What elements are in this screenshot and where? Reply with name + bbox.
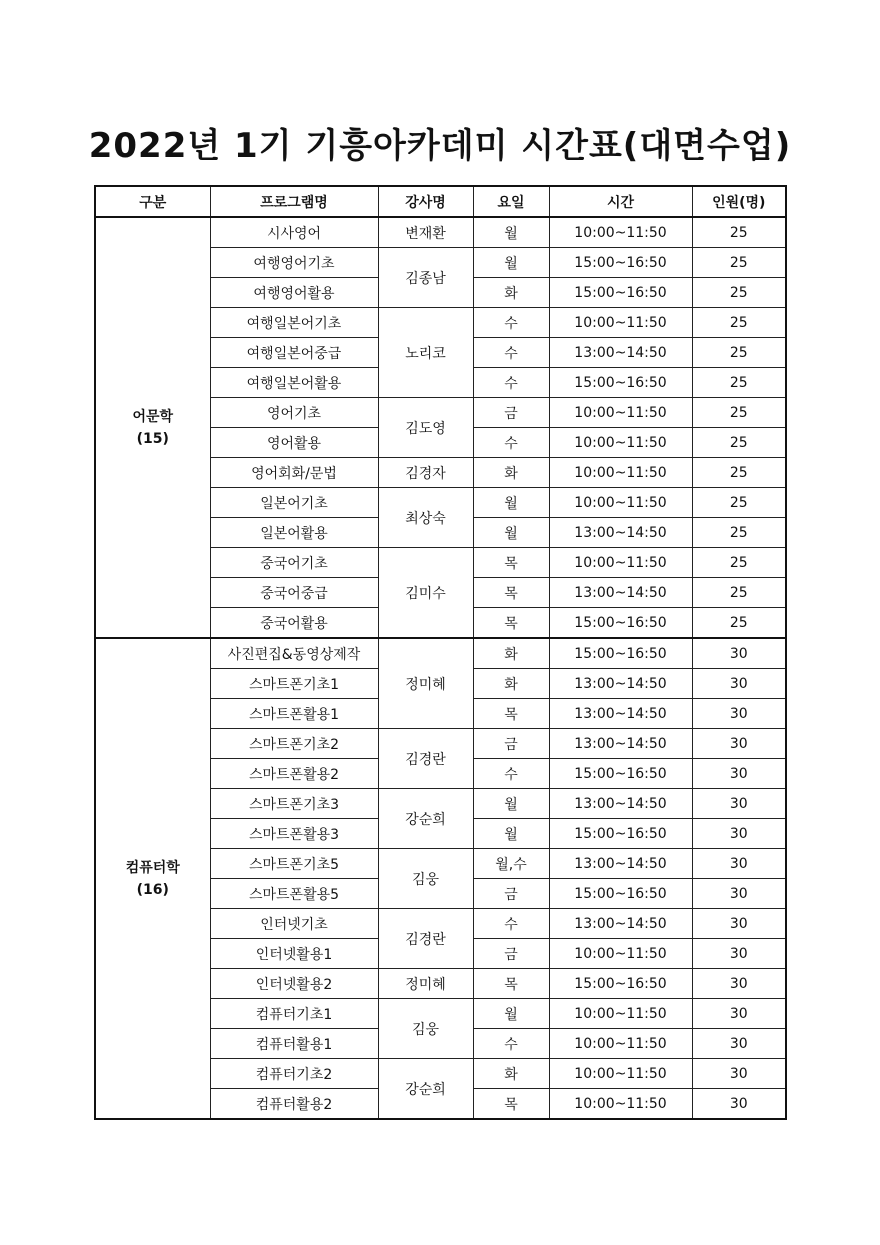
table-row (95, 638, 786, 669)
program-cell: 컴퓨터기초1 (210, 999, 378, 1029)
instructor-cell: 최상숙 (378, 488, 473, 548)
capacity-cell: 25 (692, 368, 786, 398)
category-cell (95, 638, 210, 1119)
capacity-cell: 25 (692, 488, 786, 518)
time-cell: 13:00~14:50 (549, 669, 692, 699)
program-cell: 일본어기초 (210, 488, 378, 518)
program-cell: 여행영어활용 (210, 278, 378, 308)
header-instructor: 강사명 (378, 186, 473, 217)
day-cell: 금 (473, 729, 549, 759)
capacity-cell: 25 (692, 608, 786, 639)
program-cell: 스마트폰활용5 (210, 879, 378, 909)
time-cell: 13:00~14:50 (549, 699, 692, 729)
capacity-cell: 30 (692, 1089, 786, 1120)
time-cell: 10:00~11:50 (549, 458, 692, 488)
time-cell: 10:00~11:50 (549, 1059, 692, 1089)
time-cell: 10:00~11:50 (549, 428, 692, 458)
day-cell: 수 (473, 368, 549, 398)
instructor-cell: 변재환 (378, 217, 473, 248)
day-cell: 월 (473, 999, 549, 1029)
day-cell: 목 (473, 969, 549, 999)
capacity-cell: 30 (692, 849, 786, 879)
category-count: (15) (136, 430, 169, 447)
instructor-cell: 김웅 (378, 999, 473, 1059)
category-name: 어문학 (132, 408, 174, 425)
program-cell: 중국어중급 (210, 578, 378, 608)
capacity-cell: 25 (692, 428, 786, 458)
time-cell: 15:00~16:50 (549, 879, 692, 909)
instructor-cell: 김웅 (378, 849, 473, 909)
instructor-cell: 정미혜 (378, 969, 473, 999)
day-cell: 목 (473, 608, 549, 639)
day-cell: 월,수 (473, 849, 549, 879)
time-cell: 15:00~16:50 (549, 819, 692, 849)
time-cell: 15:00~16:50 (549, 969, 692, 999)
day-cell: 수 (473, 1029, 549, 1059)
time-cell: 13:00~14:50 (549, 789, 692, 819)
header-program: 프로그램명 (210, 186, 378, 217)
program-cell: 인터넷활용2 (210, 969, 378, 999)
instructor-cell: 강순희 (378, 1059, 473, 1120)
day-cell: 월 (473, 488, 549, 518)
program-cell: 스마트폰기초1 (210, 669, 378, 699)
program-cell: 스마트폰활용3 (210, 819, 378, 849)
program-cell: 스마트폰기초2 (210, 729, 378, 759)
instructor-cell: 김도영 (378, 398, 473, 458)
instructor-cell: 노리코 (378, 308, 473, 398)
time-cell: 13:00~14:50 (549, 578, 692, 608)
instructor-cell: 김경란 (378, 909, 473, 969)
time-cell: 10:00~11:50 (549, 488, 692, 518)
instructor-cell: 강순희 (378, 789, 473, 849)
time-cell: 10:00~11:50 (549, 999, 692, 1029)
day-cell: 화 (473, 1059, 549, 1089)
program-cell: 여행일본어기초 (210, 308, 378, 338)
category-count: (16) (136, 881, 169, 898)
program-cell: 중국어기초 (210, 548, 378, 578)
time-cell: 15:00~16:50 (549, 368, 692, 398)
capacity-cell: 25 (692, 278, 786, 308)
program-cell: 인터넷기초 (210, 909, 378, 939)
program-cell: 컴퓨터활용2 (210, 1089, 378, 1120)
day-cell: 금 (473, 879, 549, 909)
program-cell: 여행영어기초 (210, 248, 378, 278)
day-cell: 목 (473, 1089, 549, 1120)
program-cell: 스마트폰활용2 (210, 759, 378, 789)
instructor-cell: 정미혜 (378, 638, 473, 729)
day-cell: 목 (473, 699, 549, 729)
capacity-cell: 30 (692, 939, 786, 969)
capacity-cell: 25 (692, 548, 786, 578)
day-cell: 월 (473, 789, 549, 819)
capacity-cell: 30 (692, 759, 786, 789)
day-cell: 수 (473, 338, 549, 368)
day-cell: 수 (473, 308, 549, 338)
program-cell: 영어활용 (210, 428, 378, 458)
program-cell: 스마트폰기초3 (210, 789, 378, 819)
day-cell: 월 (473, 819, 549, 849)
day-cell: 화 (473, 669, 549, 699)
program-cell: 중국어활용 (210, 608, 378, 639)
capacity-cell: 30 (692, 669, 786, 699)
category-name: 컴퓨터학 (125, 859, 180, 876)
header-category: 구분 (95, 186, 210, 217)
capacity-cell: 30 (692, 999, 786, 1029)
time-cell: 10:00~11:50 (549, 1029, 692, 1059)
program-cell: 컴퓨터기초2 (210, 1059, 378, 1089)
schedule-table (94, 185, 787, 1120)
program-cell: 스마트폰기초5 (210, 849, 378, 879)
page-title: 2022년 1기 기흥아카데미 시간표(대면수업) (88, 126, 792, 166)
time-cell: 10:00~11:50 (549, 1089, 692, 1120)
capacity-cell: 25 (692, 458, 786, 488)
day-cell: 금 (473, 939, 549, 969)
day-cell: 화 (473, 638, 549, 669)
capacity-cell: 30 (692, 1059, 786, 1089)
capacity-cell: 30 (692, 1029, 786, 1059)
day-cell: 목 (473, 548, 549, 578)
time-cell: 15:00~16:50 (549, 278, 692, 308)
capacity-cell: 30 (692, 638, 786, 669)
capacity-cell: 30 (692, 909, 786, 939)
capacity-cell: 30 (692, 969, 786, 999)
program-cell: 여행일본어활용 (210, 368, 378, 398)
program-cell: 사진편집&동영상제작 (210, 638, 378, 669)
capacity-cell: 25 (692, 578, 786, 608)
time-cell: 10:00~11:50 (549, 939, 692, 969)
capacity-cell: 25 (692, 217, 786, 248)
header-time: 시간 (549, 186, 692, 217)
capacity-cell: 30 (692, 789, 786, 819)
category-cell (95, 217, 210, 638)
day-cell: 수 (473, 909, 549, 939)
capacity-cell: 25 (692, 308, 786, 338)
instructor-cell: 김종남 (378, 248, 473, 308)
time-cell: 13:00~14:50 (549, 338, 692, 368)
program-cell: 영어기초 (210, 398, 378, 428)
time-cell: 10:00~11:50 (549, 217, 692, 248)
time-cell: 13:00~14:50 (549, 729, 692, 759)
table-row (95, 217, 786, 248)
capacity-cell: 25 (692, 398, 786, 428)
day-cell: 화 (473, 278, 549, 308)
time-cell: 13:00~14:50 (549, 849, 692, 879)
day-cell: 수 (473, 428, 549, 458)
header-capacity: 인원(명) (692, 186, 786, 217)
capacity-cell: 25 (692, 518, 786, 548)
program-cell: 일본어활용 (210, 518, 378, 548)
time-cell: 15:00~16:50 (549, 759, 692, 789)
time-cell: 13:00~14:50 (549, 909, 692, 939)
capacity-cell: 25 (692, 338, 786, 368)
program-cell: 여행일본어중급 (210, 338, 378, 368)
time-cell: 10:00~11:50 (549, 308, 692, 338)
day-cell: 월 (473, 518, 549, 548)
day-cell: 월 (473, 248, 549, 278)
instructor-cell: 김경란 (378, 729, 473, 789)
header-row (95, 186, 786, 217)
instructor-cell: 김미수 (378, 548, 473, 639)
program-cell: 컴퓨터활용1 (210, 1029, 378, 1059)
capacity-cell: 25 (692, 248, 786, 278)
time-cell: 15:00~16:50 (549, 638, 692, 669)
capacity-cell: 30 (692, 729, 786, 759)
program-cell: 인터넷활용1 (210, 939, 378, 969)
instructor-cell: 김경자 (378, 458, 473, 488)
time-cell: 10:00~11:50 (549, 398, 692, 428)
day-cell: 화 (473, 458, 549, 488)
program-cell: 시사영어 (210, 217, 378, 248)
day-cell: 목 (473, 578, 549, 608)
time-cell: 10:00~11:50 (549, 548, 692, 578)
schedule-body (95, 217, 786, 1119)
day-cell: 수 (473, 759, 549, 789)
header-day: 요일 (473, 186, 549, 217)
capacity-cell: 30 (692, 819, 786, 849)
time-cell: 15:00~16:50 (549, 248, 692, 278)
program-cell: 스마트폰활용1 (210, 699, 378, 729)
day-cell: 월 (473, 217, 549, 248)
program-cell: 영어회화/문법 (210, 458, 378, 488)
time-cell: 13:00~14:50 (549, 518, 692, 548)
day-cell: 금 (473, 398, 549, 428)
time-cell: 15:00~16:50 (549, 608, 692, 639)
capacity-cell: 30 (692, 879, 786, 909)
capacity-cell: 30 (692, 699, 786, 729)
